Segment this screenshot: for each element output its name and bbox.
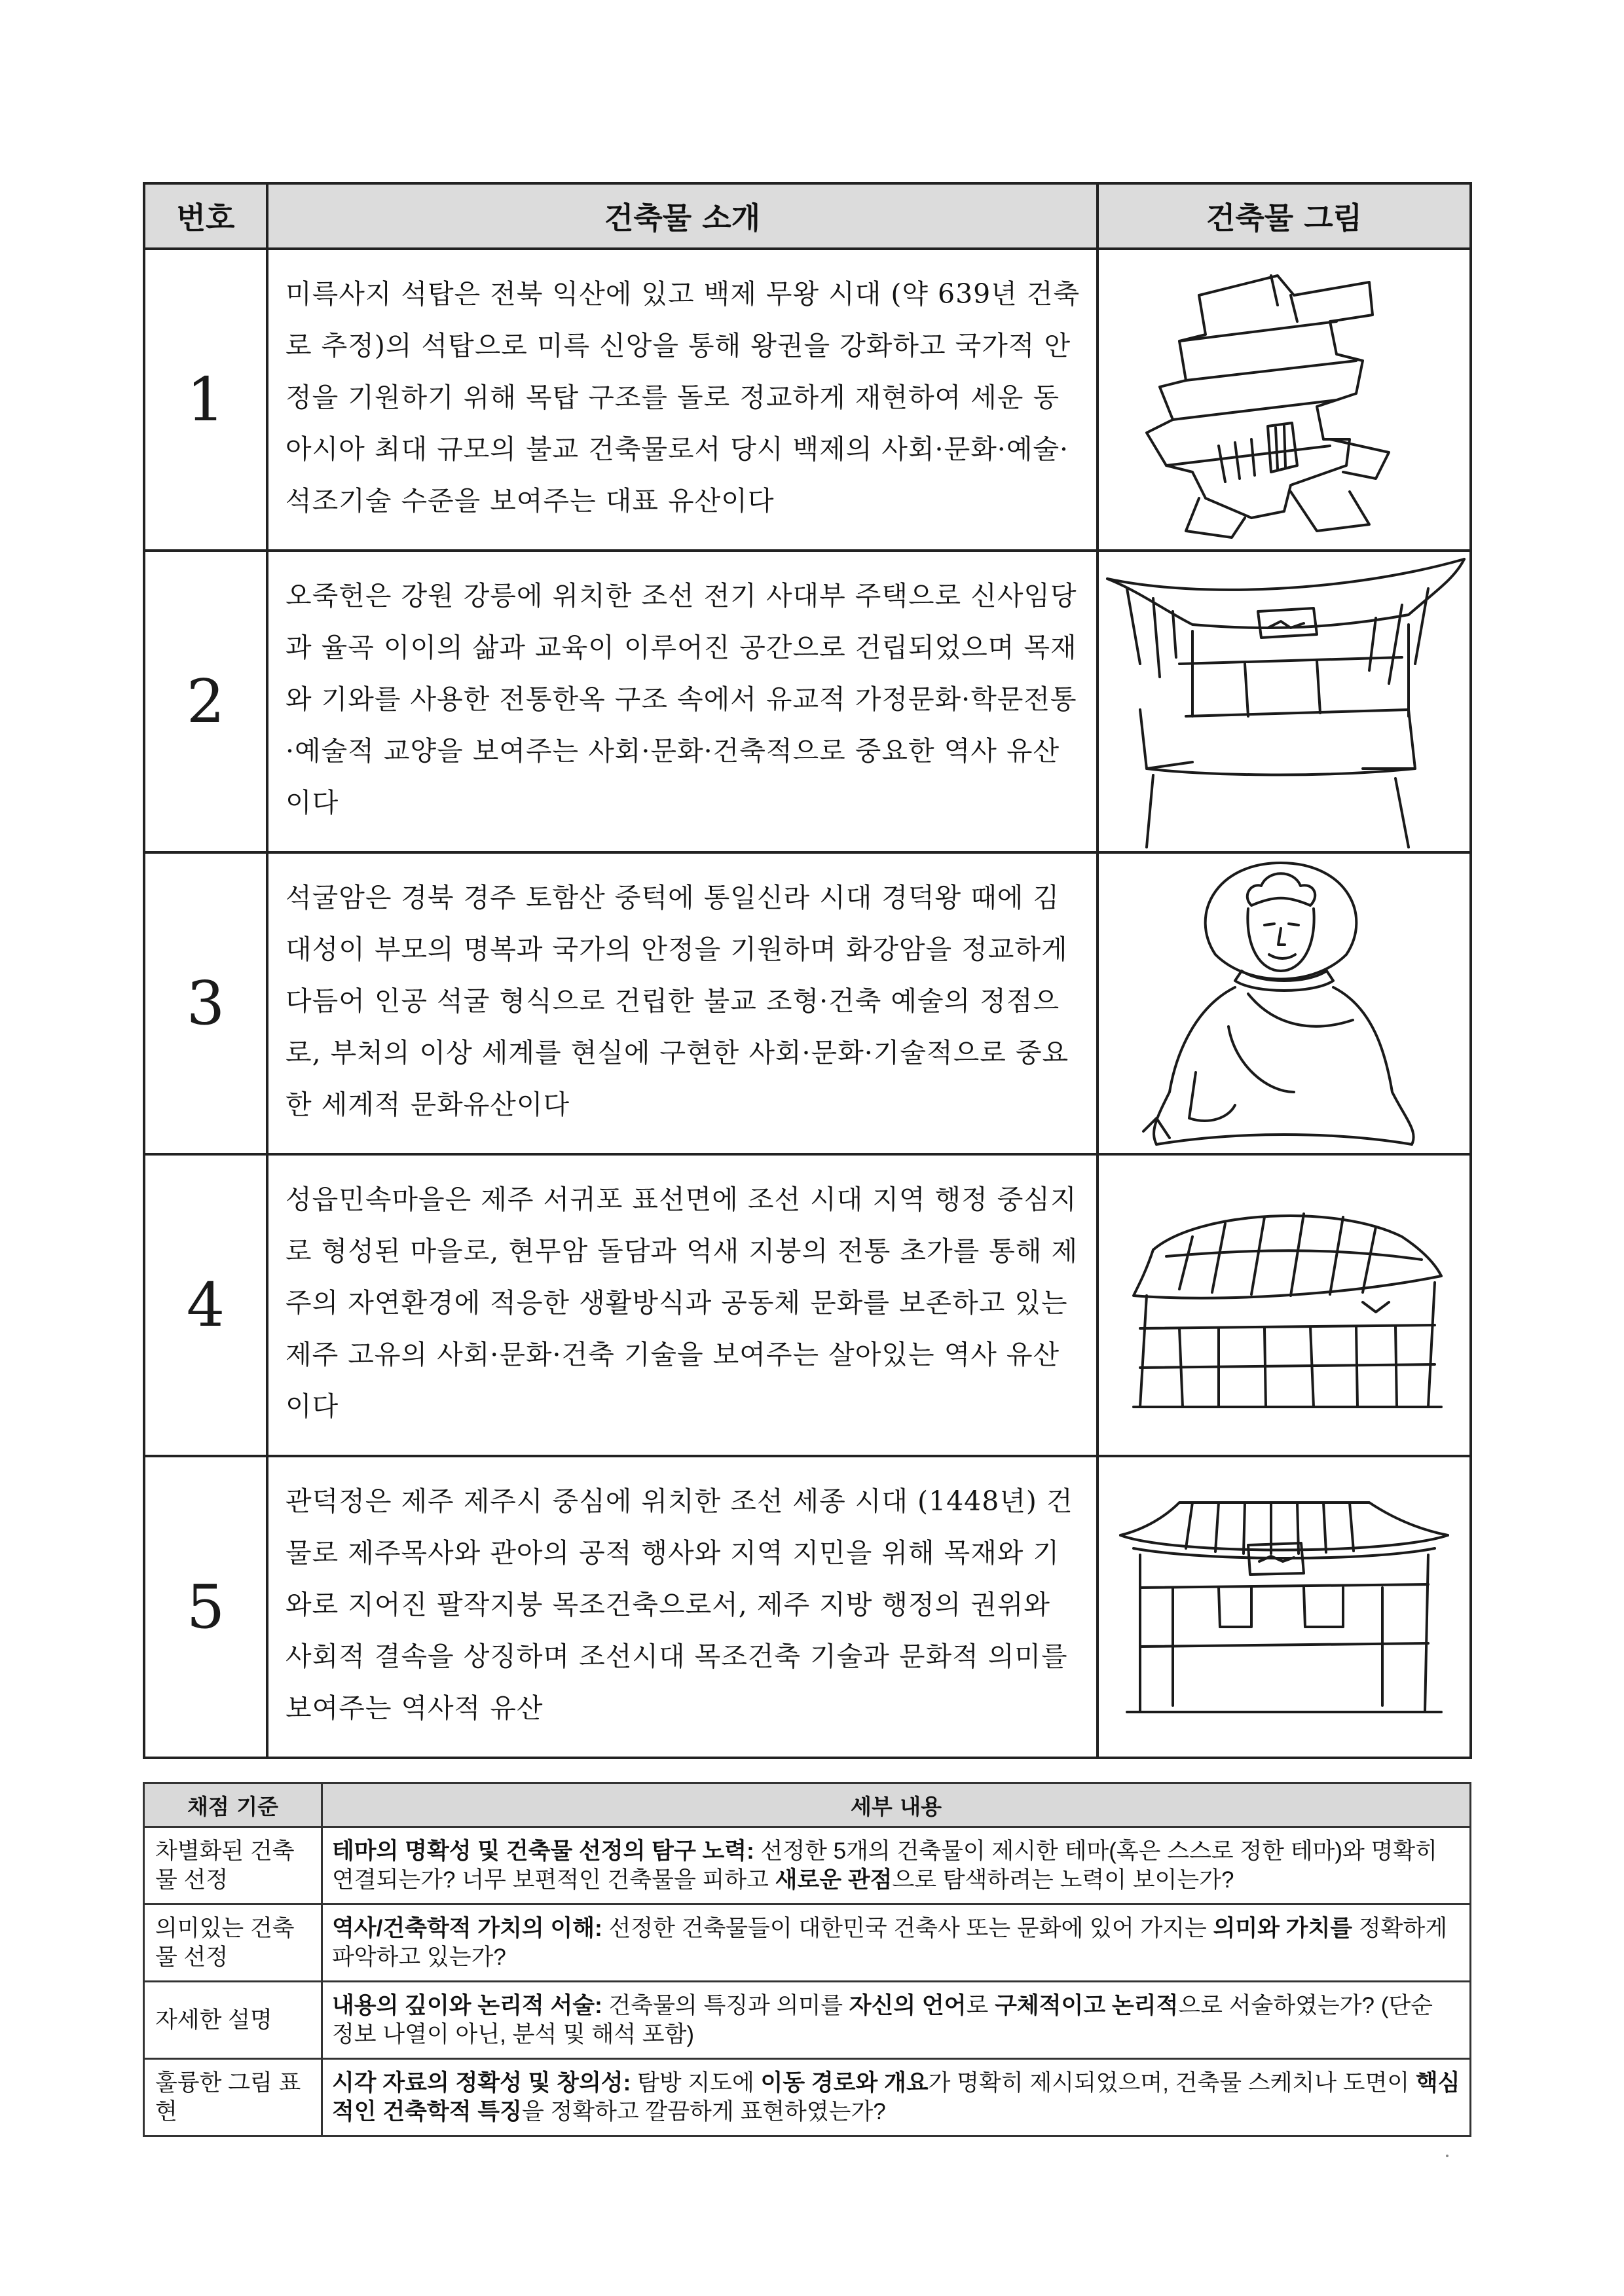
row-number: 3 (144, 852, 267, 1154)
rubric-criteria: 훌륭한 그림 표현 (144, 2059, 322, 2136)
stray-mark (1446, 2155, 1449, 2157)
building-row (144, 852, 1471, 1154)
building-description: 관덕정은 제주 제주시 중심에 위치한 조선 세종 시대 (1448년) 건물로 제주목사와 관아의 공적 행사와 지역 지민을 위해 목재와 기와로 지어진 팔작지붕 목조건축으로서, 제주 지방 행정의 권위와 사회적 결속을 상징하며 조선시대 목조건축 기술과 문화적 의미를 보여주는 역사적 유산 (286, 1485, 1073, 1724)
hanok-house-sketch (1101, 553, 1467, 850)
building-row (144, 249, 1471, 551)
buddha-statue-sketch (1117, 856, 1451, 1151)
header-number: 번호 (144, 183, 267, 249)
row-number: 2 (144, 551, 267, 852)
building-description: 오죽헌은 강원 강릉에 위치한 조선 전기 사대부 주택으로 신사임당과 율곡 이이의 삶과 교육이 이루어진 공간으로 건립되었으며 목재와 기와를 사용한 전통한옥 구조 속에서 유교적 가정문화·학문전통·예술적 교양을 보여주는 사회·문화·건축적으로 중요한 역사 유산이다 (286, 580, 1077, 818)
rubric-table (143, 1782, 1471, 2137)
pavilion-sketch (1107, 1496, 1461, 1719)
rubric-row (144, 1982, 1471, 2059)
building-description: 성읍민속마을은 제주 서귀포 표선면에 조선 시대 지역 행정 중심지로 형성된 마을로, 현무암 돌담과 억새 지붕의 전통 초가를 통해 제주의 자연환경에 적응한 생활방식과 공동체 문화를 보존하고 있는 제주 고유의 사회·문화·건축 기술을 보여주는 살아있는 역사 유산이다 (286, 1184, 1079, 1422)
rubric-details: 역사/건축학적 가치의 이해: 선정한 건축물들이 대한민국 건축사 또는 문화에 있어 가지는 의미와 가치를 정확하게 파악하고 있는가? (322, 1904, 1471, 1982)
stone-pagoda-sketch (1120, 256, 1448, 544)
rubric-header-details: 세부 내용 (322, 1783, 1471, 1827)
rubric-criteria: 의미있는 건축물 선정 (144, 1904, 322, 1982)
rubric-header (144, 1783, 1471, 1827)
building-row (144, 1456, 1471, 1758)
row-number: 1 (144, 249, 267, 551)
rubric-row (144, 1904, 1471, 1982)
rubric-details: 테마의 명확성 및 건축물 선정의 탐구 노력: 선정한 5개의 건축물이 제시한 테마(혹은 스스로 정한 테마)와 명확히 연결되는가? 너무 보편적인 건축물을 피하고 새로운 관점으로 탐색하려는 노력이 보이는가? (322, 1827, 1471, 1904)
rubric-row (144, 2059, 1471, 2136)
rubric-details: 내용의 깊이와 논리적 서술: 건축물의 특징과 의미를 자신의 언어로 구체적이고 논리적으로 서술하였는가? (단순 정보 나열이 아닌, 분석 및 해석 포함) (322, 1982, 1471, 2059)
rubric-row (144, 1827, 1471, 1904)
building-row (144, 1154, 1471, 1456)
rubric-criteria: 차별화된 건축물 선정 (144, 1827, 322, 1904)
building-description: 미륵사지 석탑은 전북 익산에 있고 백제 무왕 시대 (약 639년 건축로 추정)의 석탑으로 미륵 신앙을 통해 왕권을 강화하고 국가적 안정을 기원하기 위해 목탑 구조를 돌로 정교하게 재현하여 세운 동아시아 최대 규모의 불교 건축물로서 당시 백제의 사회·문화·예술·석조기술 수준을 보여주는 대표 유산이다 (286, 278, 1080, 517)
header-intro: 건축물 소개 (267, 183, 1098, 249)
rubric-details: 시각 자료의 정확성 및 창의성: 탐방 지도에 이동 경로와 개요가 명확히 제시되었으며, 건축물 스케치나 도면이 핵심적인 건축학적 특징을 정확하고 깔끔하게 표현하였는가? (322, 2059, 1471, 2136)
header-drawing: 건축물 그림 (1098, 183, 1471, 249)
building-description: 석굴암은 경북 경주 토함산 중턱에 통일신라 시대 경덕왕 때에 김대성이 부모의 명복과 국가의 안정을 기원하며 화강암을 정교하게 다듬어 인공 석굴 형식으로 건립한 불교 조형·건축 예술의 정점으로, 부처의 이상 세계를 현실에 구현한 사회·문화·기술적으로 중요한 세계적 문화유산이다 (286, 882, 1069, 1120)
rubric-header-criteria: 채점 기준 (144, 1783, 322, 1827)
row-number: 4 (144, 1154, 267, 1456)
rubric-criteria: 자세한 설명 (144, 1982, 322, 2059)
building-table (143, 182, 1472, 1759)
row-number: 5 (144, 1456, 267, 1758)
thatched-house-sketch (1114, 1197, 1454, 1413)
building-row (144, 551, 1471, 852)
building-table-header (144, 183, 1471, 249)
